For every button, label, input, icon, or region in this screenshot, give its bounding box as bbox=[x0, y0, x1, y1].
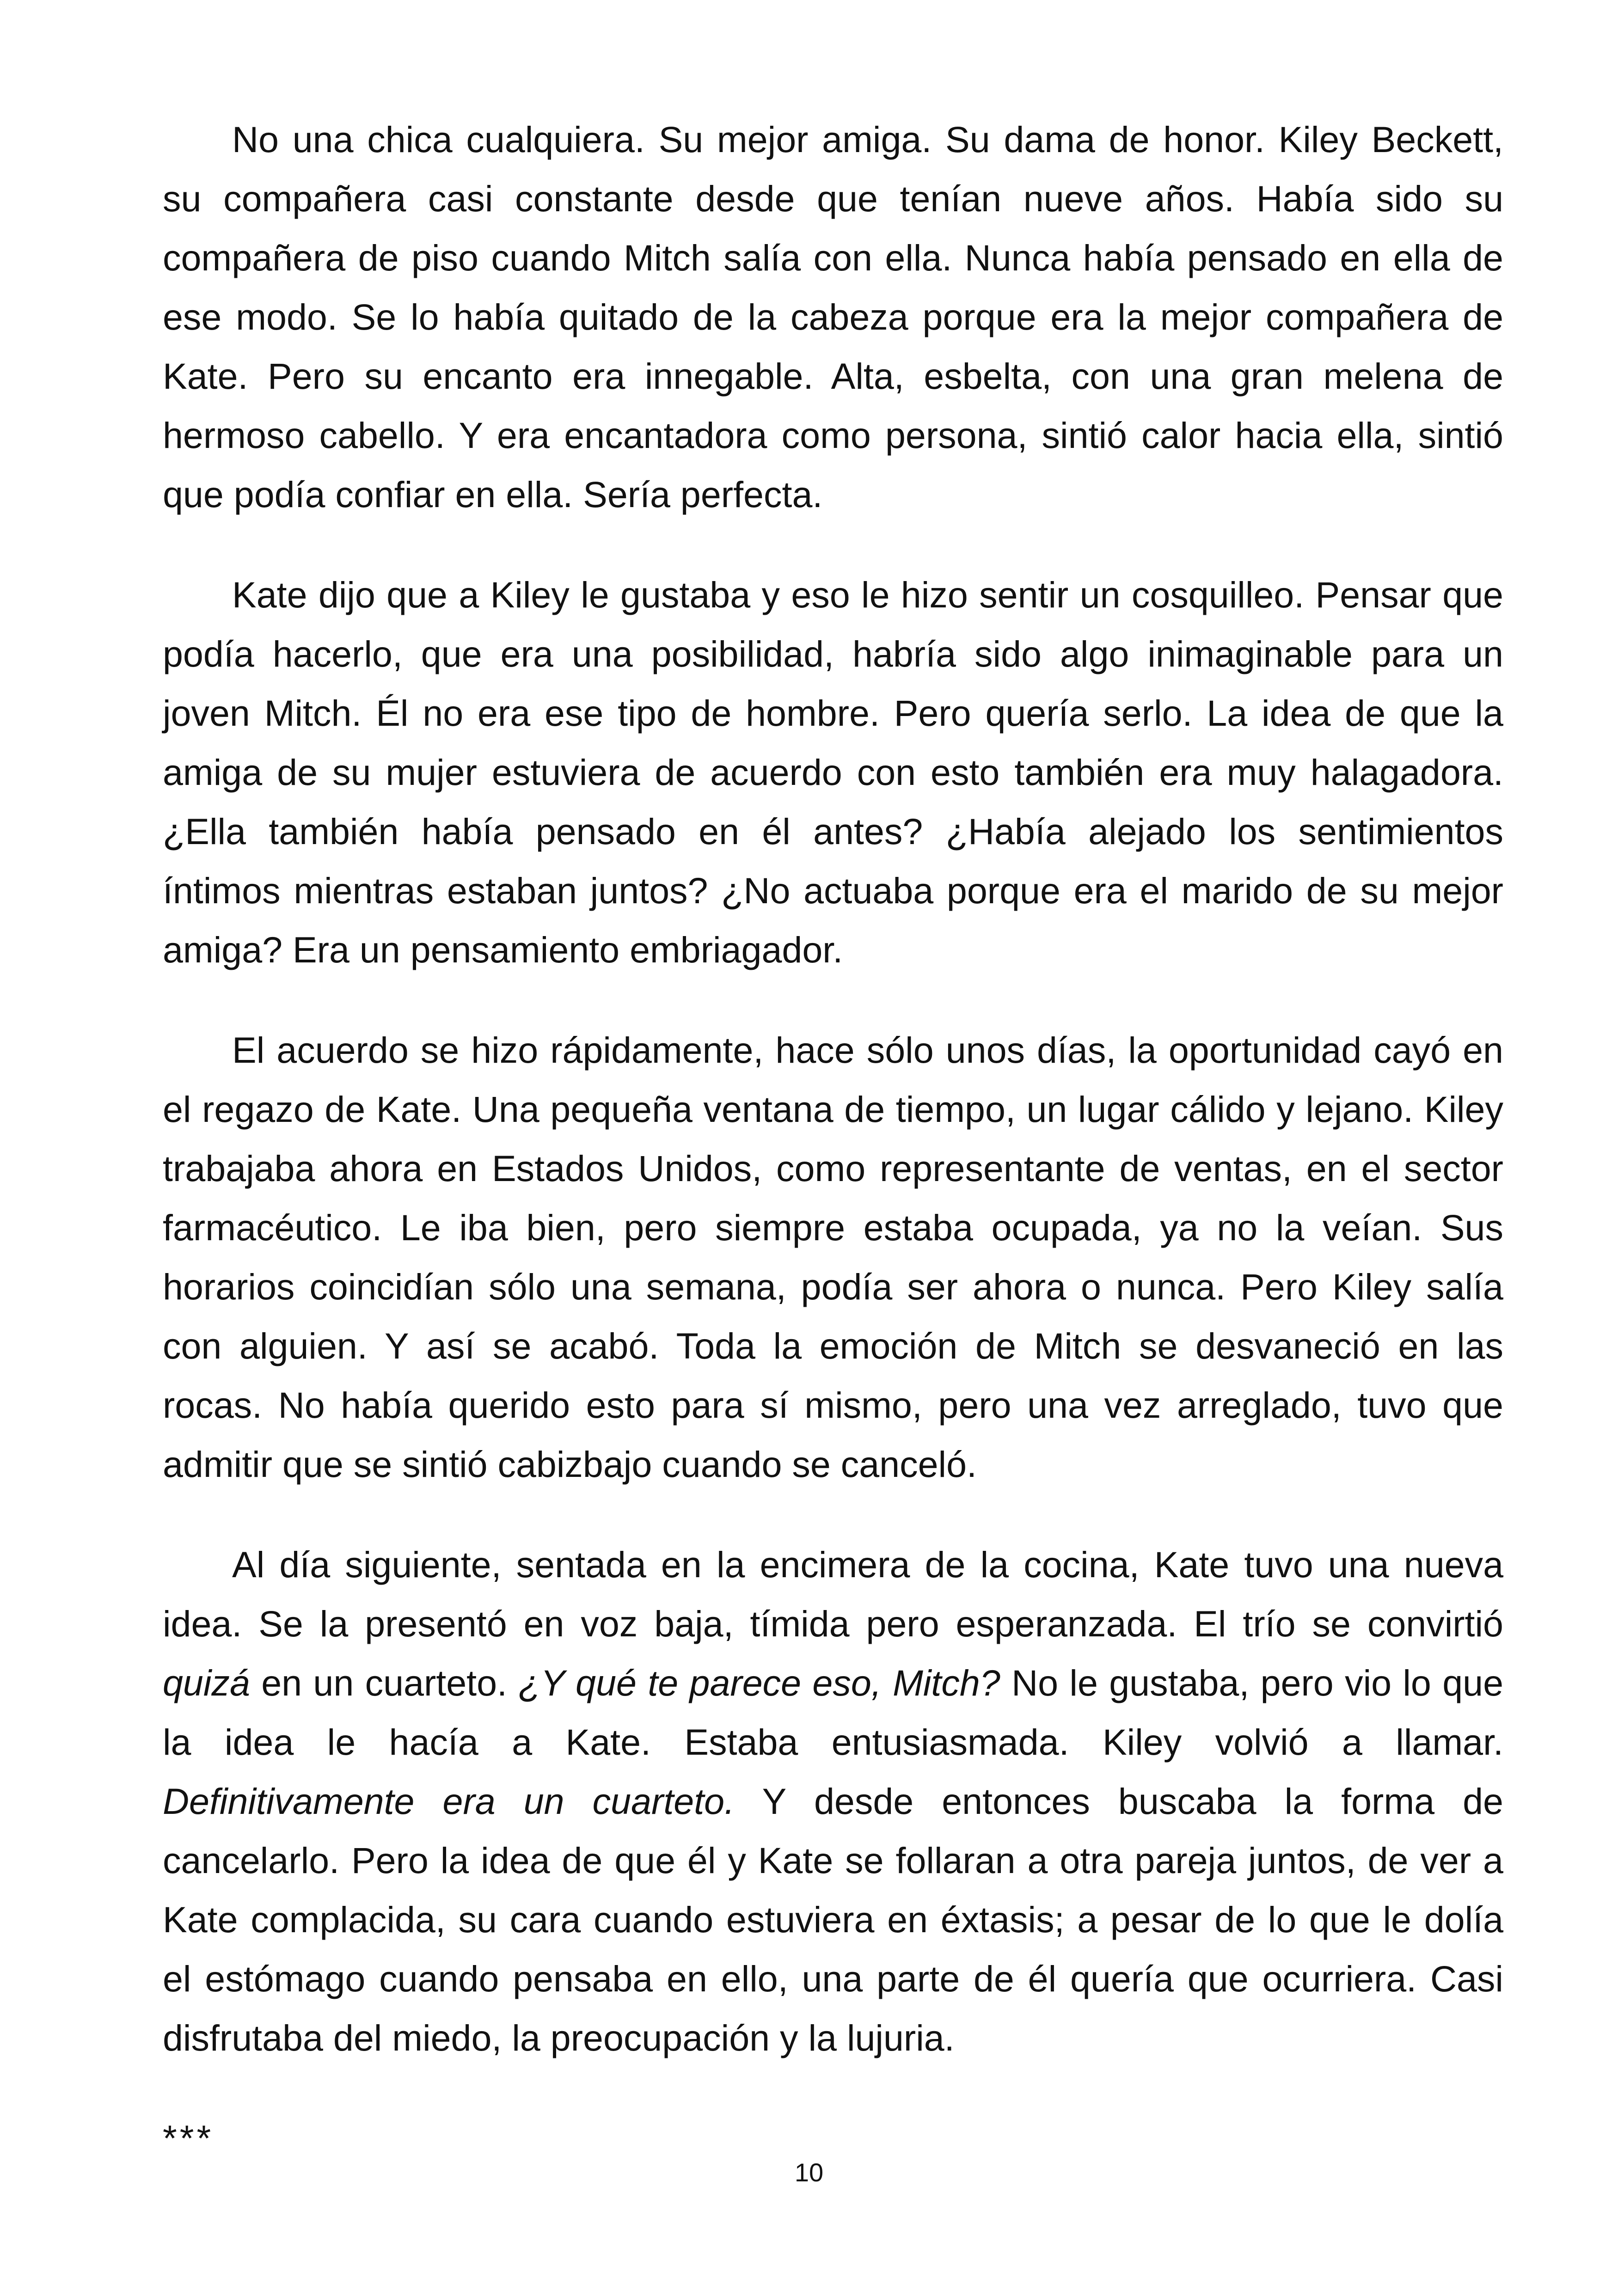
paragraph-3 bbox=[163, 1021, 1503, 1494]
paragraph-4-segment-7: Y desde entonces buscaba la forma de cancelarlo. Pero la idea de que él y Kate se follaran a otra pareja juntos, de ver a Kate complacida, su cara cuando estuviera en éxtasis; a pesar de lo que le dolía el estómago cuando pensaba en ello, una parte de él quería que ocurriera. Casi disfrutaba del miedo, la preocupación y la lujuria. bbox=[163, 1781, 1503, 2058]
page-number: 10 bbox=[794, 2158, 824, 2187]
paragraph-4-italic-3: Definitivamente era un cuarteto. bbox=[163, 1781, 735, 1822]
paragraph-4-italic-1: quizá bbox=[163, 1662, 250, 1703]
paragraph-2-segment-1: Kate dijo que a Kiley le gustaba y eso le hizo sentir un cosquilleo. Pensar que podía hacerlo, que era una posibilidad, habría sido algo inimaginable para un joven Mitch. Él no era ese tipo de hombre. Pero quería serlo. La idea de que la amiga de su mujer estuviera de acuerdo con esto también era muy halagadora. ¿Ella también había pensado en él antes? ¿Había alejado los sentimientos íntimos mientras estaban juntos? ¿No actuaba porque era el marido de su mejor amiga? Era un pensamiento embriagador. bbox=[163, 574, 1503, 970]
body-text bbox=[163, 110, 1503, 2168]
paragraph-2 bbox=[163, 565, 1503, 980]
paragraph-4 bbox=[163, 1535, 1503, 2068]
paragraph-4-segment-3: en un cuarteto. bbox=[250, 1662, 519, 1703]
paragraph-4-segment-5: No le gustaba, pero vio lo que la idea le hacía a Kate. Estaba entusiasmada. Kiley volvió a llamar. bbox=[163, 1662, 1504, 1763]
scene-separator: *** bbox=[163, 2118, 214, 2159]
paragraph-4-italic-2: ¿Y qué te parece eso, Mitch? bbox=[518, 1662, 1000, 1703]
paragraph-3-segment-1: El acuerdo se hizo rápidamente, hace sólo unos días, la oportunidad cayó en el regazo de Kate. Una pequeña ventana de tiempo, un lugar cálido y lejano. Kiley trabajaba ahora en Estados Unidos, como representante de ventas, en el sector farmacéutico. Le iba bien, pero siempre estaba ocupada, ya no la veían. Sus horarios coincidían sólo una semana, podía ser ahora o nunca. Pero Kiley salía con alguien. Y así se acabó. Toda la emoción de Mitch se desvaneció en las rocas. No había querido esto para sí mismo, pero una vez arreglado, tuvo que admitir que se sintió cabizbajo cuando se canceló. bbox=[163, 1029, 1503, 1485]
paragraph-1-segment-1: No una chica cualquiera. Su mejor amiga. Su dama de honor. Kiley Beckett, su compañera casi constante desde que tenían nueve años. Había sido su compañera de piso cuando Mitch salía con ella. Nunca había pensado en ella de ese modo. Se lo había quitado de la cabeza porque era la mejor compañera de Kate. Pero su encanto era innegable. Alta, esbelta, con una gran melena de hermoso cabello. Y era encantadora como persona, sintió calor hacia ella, sintió que podía confiar en ella. Sería perfecta. bbox=[163, 119, 1503, 515]
paragraph-1 bbox=[163, 110, 1503, 524]
paragraph-4-segment-1: Al día siguiente, sentada en la encimera de la cocina, Kate tuvo una nueva idea. Se la presentó en voz baja, tímida pero esperanzada. El trío se convirtió bbox=[163, 1544, 1503, 1644]
